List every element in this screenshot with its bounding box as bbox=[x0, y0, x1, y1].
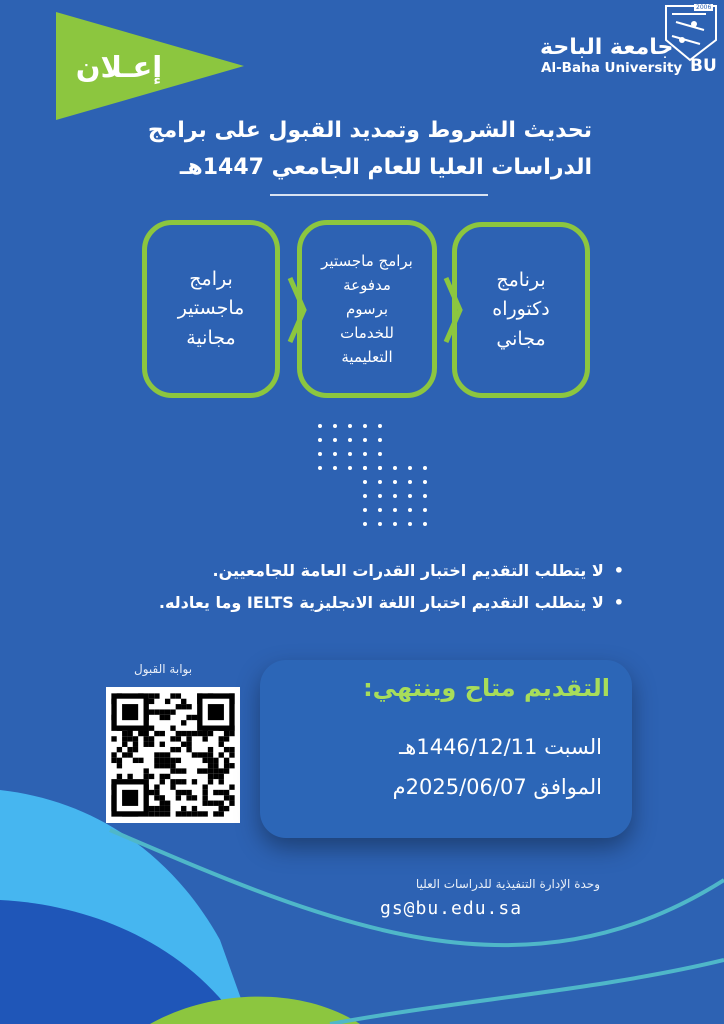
title-line-1: تحديث الشروط وتمديد القبول على برامج bbox=[147, 118, 592, 143]
program-box-paid-masters bbox=[297, 220, 437, 398]
deadline-title: التقديم متاح وينتهي: bbox=[363, 674, 610, 702]
logo-mark: BU bbox=[690, 56, 717, 76]
title-line-2: الدراسات العليا للعام الجامعي 1447هـ bbox=[179, 155, 592, 180]
program-box-phd-text: برنامج دكتوراه مجاني bbox=[492, 268, 550, 350]
admission-portal-qr-code[interactable] bbox=[106, 687, 240, 823]
dot-pattern bbox=[318, 424, 427, 526]
deadline-hijri-date: السبت 1446/12/11هـ bbox=[399, 735, 602, 759]
requirement-item: • لا يتطلب التقديم اختبار اللغة الانجليزية IELTS وما يعادله. bbox=[24, 587, 624, 619]
logo-year: 2006 bbox=[696, 4, 712, 11]
deadline-card bbox=[260, 660, 632, 838]
program-box-free-masters-text: برامج ماجستير مجانية bbox=[177, 267, 245, 349]
requirement-item: • لا يتطلب التقديم اختبار القدرات العامة للجامعيين. bbox=[24, 555, 624, 587]
announcement-banner: إعـلان bbox=[75, 50, 163, 84]
requirements-list bbox=[24, 555, 624, 619]
title-divider bbox=[270, 194, 488, 196]
program-box-paid-masters-text: برامج ماجستير مدفوعة برسوم للخدمات التعليمية bbox=[321, 252, 413, 366]
logo-english-name: Al-Baha University bbox=[541, 60, 683, 76]
logo-arabic-name: جامعة الباحة bbox=[540, 35, 674, 60]
deadline-gregorian-date: الموافق 2025/06/07م bbox=[392, 775, 602, 799]
program-box-phd bbox=[452, 222, 590, 398]
qr-label: بوابة القبول bbox=[134, 662, 193, 676]
program-box-free-masters bbox=[142, 220, 280, 398]
footer-unit-name: وحدة الإدارة التنفيذية للدراسات العليا bbox=[415, 877, 600, 891]
contact-email[interactable]: gs@bu.edu.sa bbox=[380, 898, 523, 919]
